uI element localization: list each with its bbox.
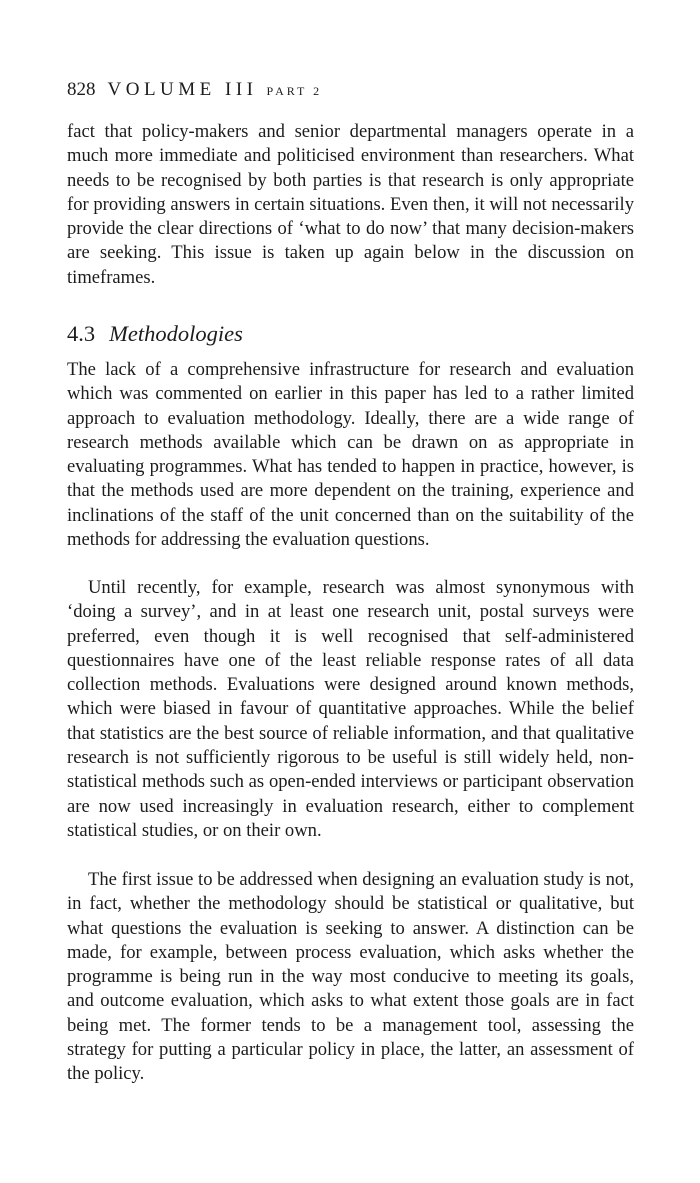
section-number: 4.3: [67, 321, 96, 346]
body-paragraph: Until recently, for example, research was almost synonymous with ‘doing a survey’, and in at least one research unit, postal surveys were preferred, even though it is well recognised that self-administered questionnaires have one of the least reliable response rates of all data collection methods. Evaluations were designed around known methods, which were biased in favour of quantitative approaches. While the belief that statistics are the best source of reliable information, and that qualitative research is not sufficiently rigorous to be useful is still widely held, non-statistical methods such as open-ended interviews or participant observation are now used increasingly in evaluation research, either to complement statistical studies, or on their own.: [67, 577, 634, 841]
intro-paragraph: fact that policy-makers and senior departmental managers operate in a much more immediate and politicised environment than researchers. What needs to be recognised by both parties is that research is only appropriate for providing answers in certain situations. Even then, it will not necessarily provide the clear directions of ‘what to do now’ that many decision-makers are seeking. This issue is taken up again below in the discussion on timeframes.: [67, 121, 634, 288]
volume-label: VOLUME III: [107, 79, 258, 100]
page-number: 828: [67, 79, 96, 100]
body-paragraph: The first issue to be addressed when designing an evaluation study is not, in fact, whether the methodology should be statistical or qualitative, but what questions the evaluation is seeking to answer. A distinction can be made, for example, between process evaluation, which asks whether the programme is being run in the way most conducive to meeting its goals, and outcome evaluation, which asks to what extent those goals are in fact being met. The former tends to be a management tool, assessing the strategy for putting a particular policy in place, the latter, an assessment of the policy.: [67, 869, 634, 1085]
part-label: PART 2: [266, 84, 323, 98]
section-heading: [67, 320, 243, 348]
section-title: Methodologies: [109, 321, 243, 346]
body-paragraph: The lack of a comprehensive infrastructure for research and evaluation which was commented on earlier in this paper has led to a rather limited approach to evaluation methodology. Ideally, there are a wide range of research methods available which can be drawn on as appropriate in evaluating programmes. What has tended to happen in practice, however, is that the methods used are more dependent on the training, experience and inclinations of the staff of the unit concerned than on the suitability of the methods for addressing the evaluation questions.: [67, 359, 634, 551]
running-head: [67, 78, 322, 103]
